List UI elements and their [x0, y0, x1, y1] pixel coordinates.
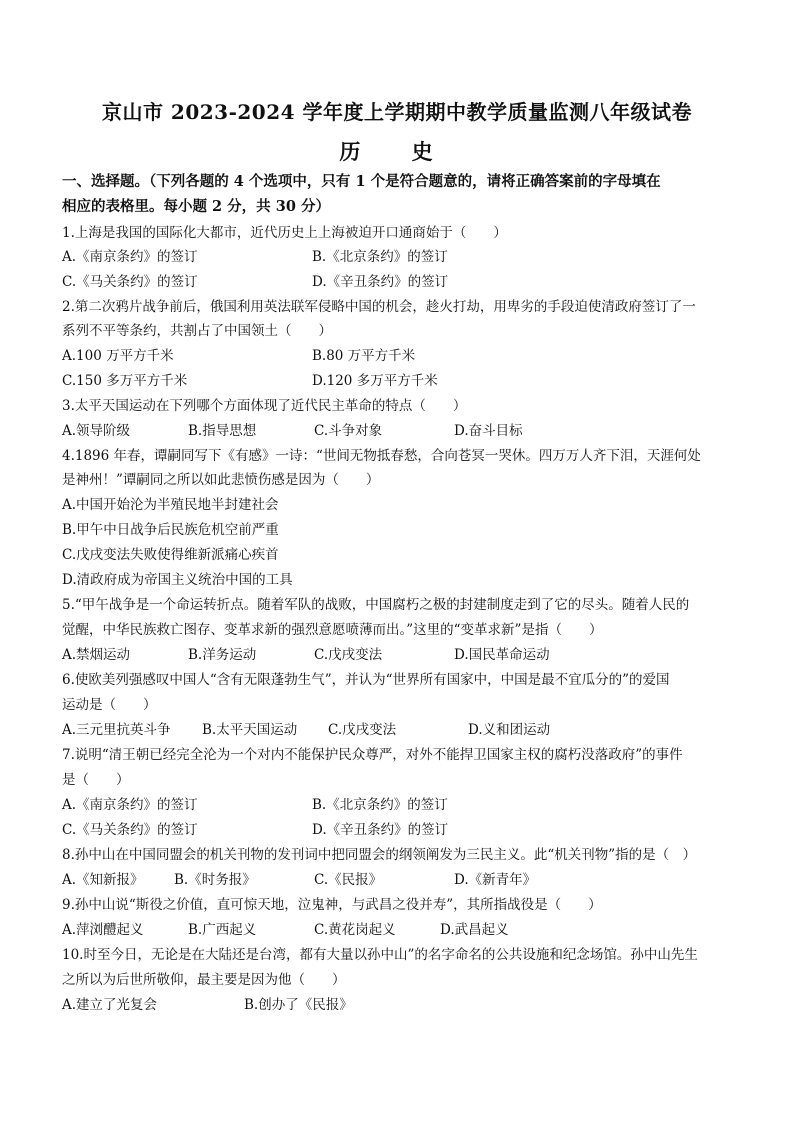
option-b: B.甲午中日战争后民族危机空前严重	[62, 522, 279, 538]
option-b: B.《北京条约》的签订	[312, 797, 448, 813]
option-c: C.戊戌变法	[314, 647, 383, 663]
option-c: C.《马关条约》的签订	[62, 822, 198, 838]
option-a: A.100 万平方千米	[62, 348, 174, 364]
option-b: B.指导思想	[188, 423, 257, 439]
question-stem: 2.第二次鸦片战争前后，俄国利用英法联军侵略中国的机会，趁火打劫，用卑劣的手段迫使清政府签订了一	[62, 299, 696, 315]
option-c: C.《马关条约》的签订	[62, 274, 198, 290]
option-b: B.洋务运动	[188, 647, 257, 663]
option-c: C.戊戌变法失败使得维新派痛心疾首	[62, 547, 279, 563]
option-a: A.禁烟运动	[62, 647, 131, 663]
question-stem: 1.上海是我国的国际化大都市，近代历史上上海被迫开口通商始于（ ）	[62, 225, 507, 241]
option-a: A.三元里抗英斗争	[62, 722, 171, 738]
option-b: B.《时务报》	[174, 872, 256, 888]
option-d: D.义和团运动	[468, 722, 551, 738]
option-b: B.广西起义	[188, 922, 257, 938]
option-d: D.奋斗目标	[454, 423, 523, 439]
option-c: C.戊戌变法	[328, 722, 397, 738]
question-stem: 6.使欧美列强感叹中国人“含有无限蓬勃生气”，并认为“世界所有国家中，中国是最不宜瓜分的”的爱国	[62, 672, 670, 688]
option-c: C.150 多万平方千米	[62, 373, 188, 389]
option-a: A.领导阶级	[62, 423, 131, 439]
question-stem: 4.1896 年春，谭嗣同写下《有感》一诗：“世间无物抵春愁，合向苍冥一哭休。四万万人齐下泪，天涯何处	[62, 448, 701, 464]
option-d: D.清政府成为帝国主义统治中国的工具	[62, 572, 293, 588]
option-a: A.《南京条约》的签订	[62, 797, 198, 813]
option-b: B.80 万平方千米	[312, 348, 416, 364]
question-stem: 是神州！”谭嗣同之所以如此悲愤伤感是因为（ ）	[62, 472, 380, 488]
question-stem: 是（ ）	[62, 772, 130, 788]
option-b: B.《北京条约》的签订	[312, 249, 448, 265]
option-a: A.《南京条约》的签订	[62, 249, 198, 265]
option-a: A.中国开始沦为半殖民地半封建社会	[62, 497, 279, 513]
question-stem: 运动是（ ）	[62, 697, 157, 713]
question-stem: 10.时至今日，无论是在大陆还是台湾，都有大量以孙中山”的名字命名的公共设施和纪念场馆。孙中山先生	[62, 947, 698, 963]
option-d: D.《新青年》	[454, 872, 537, 888]
option-d: D.《辛丑条约》的签订	[312, 822, 449, 838]
option-a: A.建立了光复会	[62, 997, 158, 1013]
option-d: D.武昌起义	[440, 922, 509, 938]
option-a: A.《知新报》	[62, 872, 144, 888]
option-b: B.太平天国运动	[202, 722, 298, 738]
question-stem: 7.说明“清王朝已经完全沦为一个对内不能保护民众尊严，对外不能捍卫国家主权的腐朽没落政府”的事件	[62, 747, 683, 763]
option-a: A.萍浏醴起义	[62, 922, 144, 938]
option-d: D.120 多万平方千米	[312, 373, 438, 389]
option-c: C.《民报》	[314, 872, 383, 888]
question-stem: 系列不平等条约，共割占了中国领土（ ）	[62, 323, 332, 339]
section-instruction: 相应的表格里。每小题 2 分，共 30 分）	[62, 198, 330, 215]
question-stem: 9.孙中山说“斯役之价值，直可惊天地，泣鬼神，与武昌之役并寿”，其所指战役是（ ）	[62, 897, 602, 913]
option-b: B.创办了《民报》	[244, 997, 353, 1013]
exam-title: 京山市 2023-2024 学年度上学期期中教学质量监测八年级试卷	[101, 100, 693, 124]
section-instruction: 一、选择题。（下列各题的 4 个选项中，只有 1 个是符合题意的，请将正确答案前的字母填在	[62, 173, 661, 190]
question-stem: 8.孙中山在中国同盟会的机关刊物的发刊词中把同盟会的纲领阐发为三民主义。此“机关刊物”指的是（ ）	[62, 847, 697, 863]
option-c: C.黄花岗起义	[314, 922, 396, 938]
subject-title: 历 史	[339, 139, 455, 164]
option-d: D.《辛丑条约》的签订	[312, 274, 449, 290]
question-stem: 3.太平天国运动在下列哪个方面体现了近代民主革命的特点（ ）	[62, 398, 467, 414]
question-stem: 之所以为后世所敬仰，最主要是因为他（ ）	[62, 972, 346, 988]
option-d: D.国民革命运动	[454, 647, 550, 663]
option-c: C.斗争对象	[314, 423, 383, 439]
question-stem: 5.“甲午战争是一个命运转折点。随着军队的战败，中国腐朽之极的封建制度走到了它的尽头。随着人民的	[62, 597, 690, 613]
question-stem: 觉醒，中华民族救亡图存、变革求新的强烈意愿喷薄而出。”这里的“变革求新”是指（ ）	[62, 622, 603, 638]
